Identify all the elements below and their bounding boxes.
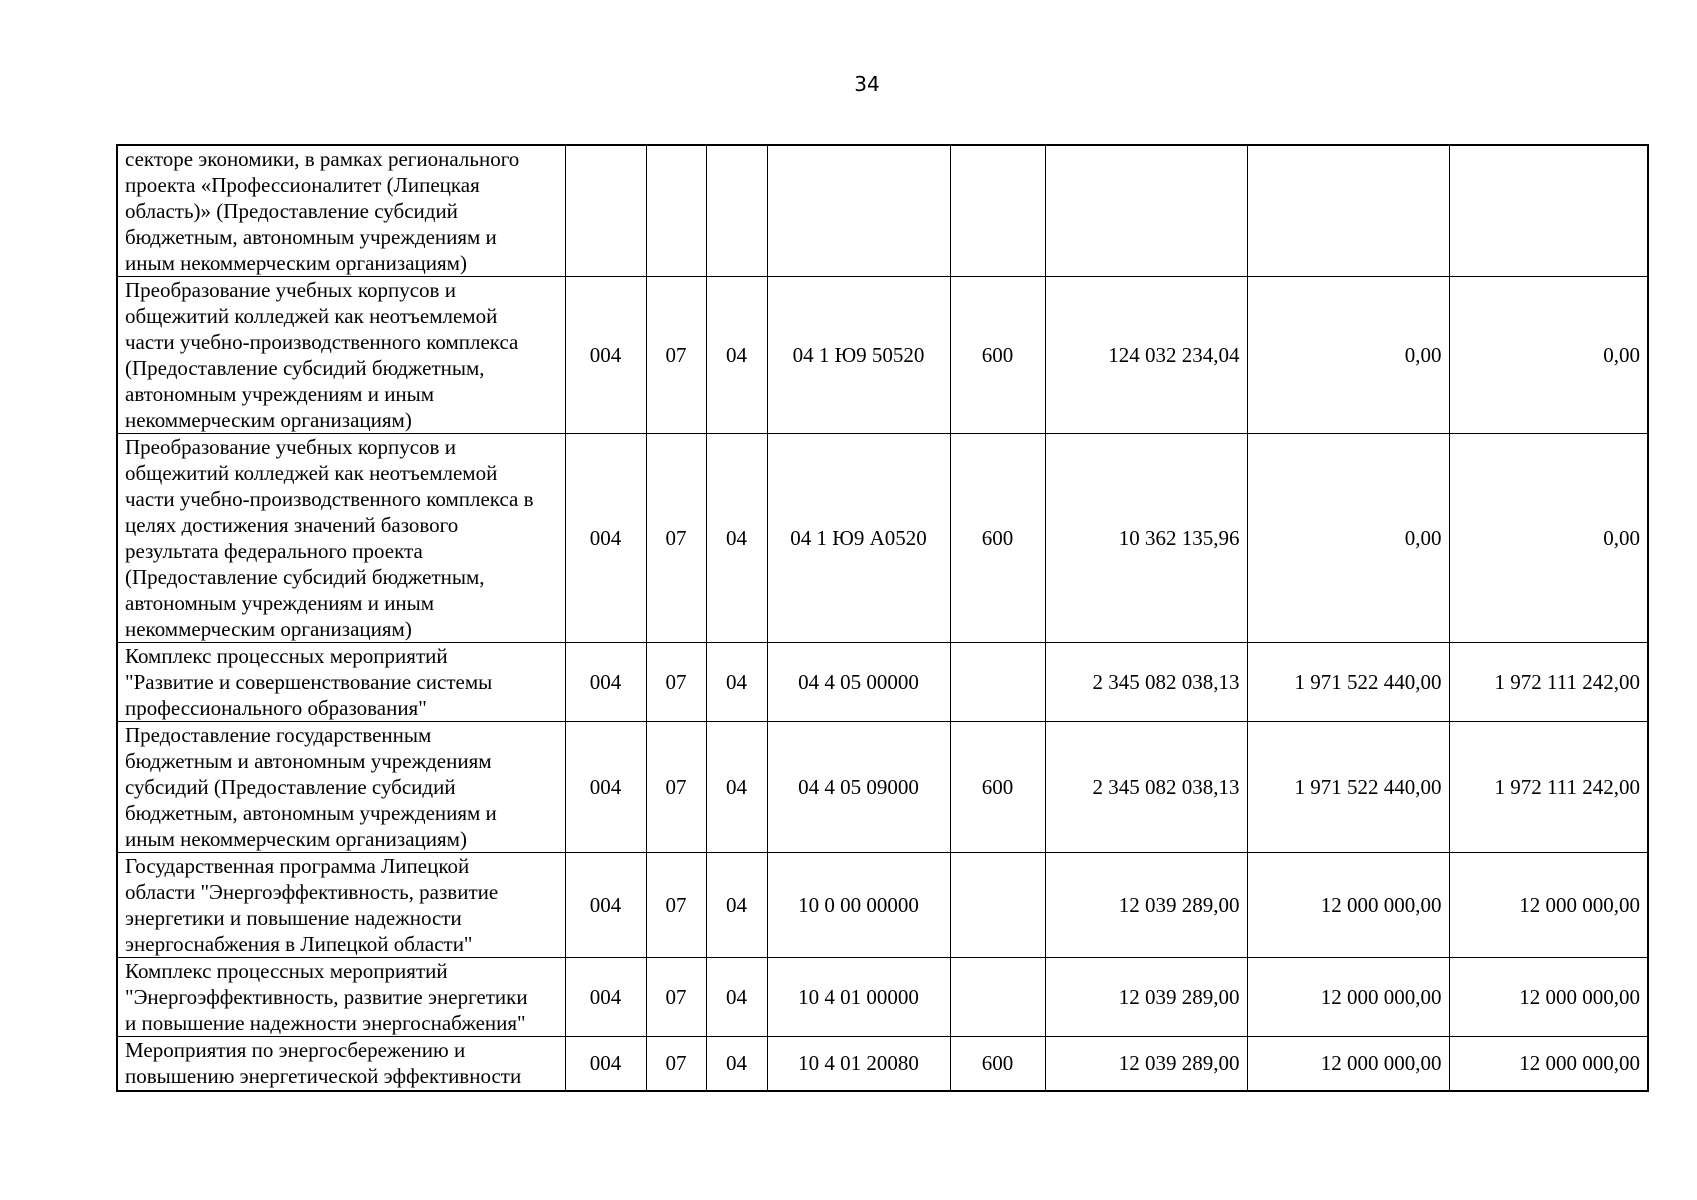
amount-year-3-cell: 1 972 111 242,00 xyxy=(1449,722,1648,853)
section-code-cell: 07 xyxy=(646,277,706,434)
table-row xyxy=(117,277,1648,434)
amount-year-3-cell: 1 972 111 242,00 xyxy=(1449,643,1648,722)
target-code-cell: 10 4 01 20080 xyxy=(767,1037,950,1091)
row-name-cell: Комплекс процессных мероприятий "Развитие и совершенствование системы профессионального образования" xyxy=(117,643,565,722)
amount-year-1-cell: 12 039 289,00 xyxy=(1045,1037,1247,1091)
target-code-cell xyxy=(767,145,950,277)
section-code-cell: 07 xyxy=(646,958,706,1037)
row-name-cell: Государственная программа Липецкой области "Энергоэффективность, развитие энергетики и повышение надежности энергоснабжения в Липецкой области" xyxy=(117,853,565,958)
expense-type-cell: 600 xyxy=(950,1037,1045,1091)
amount-year-1-cell: 10 362 135,96 xyxy=(1045,434,1247,643)
amount-year-3-cell: 12 000 000,00 xyxy=(1449,1037,1648,1091)
table-row xyxy=(117,434,1648,643)
amount-year-2-cell: 0,00 xyxy=(1247,277,1449,434)
expense-type-cell xyxy=(950,853,1045,958)
amount-year-2-cell: 1 971 522 440,00 xyxy=(1247,722,1449,853)
ministry-code-cell: 004 xyxy=(565,722,646,853)
ministry-code-cell: 004 xyxy=(565,643,646,722)
amount-year-2-cell xyxy=(1247,145,1449,277)
subsection-code-cell: 04 xyxy=(706,277,767,434)
amount-year-2-cell: 12 000 000,00 xyxy=(1247,853,1449,958)
amount-year-2-cell: 1 971 522 440,00 xyxy=(1247,643,1449,722)
table-row xyxy=(117,853,1648,958)
subsection-code-cell: 04 xyxy=(706,958,767,1037)
expense-type-cell xyxy=(950,958,1045,1037)
table-row xyxy=(117,1037,1648,1091)
ministry-code-cell: 004 xyxy=(565,277,646,434)
row-name-cell: Комплекс процессных мероприятий "Энергоэффективность, развитие энергетики и повышение надежности энергоснабжения" xyxy=(117,958,565,1037)
amount-year-3-cell: 12 000 000,00 xyxy=(1449,958,1648,1037)
amount-year-2-cell: 12 000 000,00 xyxy=(1247,1037,1449,1091)
section-code-cell: 07 xyxy=(646,722,706,853)
subsection-code-cell: 04 xyxy=(706,853,767,958)
subsection-code-cell: 04 xyxy=(706,434,767,643)
row-name-cell: Предоставление государственным бюджетным и автономным учреждениям субсидий (Предоставление субсидий бюджетным, автономным учреждениям и иным некоммерческим организациям) xyxy=(117,722,565,853)
amount-year-1-cell: 2 345 082 038,13 xyxy=(1045,643,1247,722)
ministry-code-cell: 004 xyxy=(565,853,646,958)
section-code-cell: 07 xyxy=(646,434,706,643)
amount-year-1-cell: 124 032 234,04 xyxy=(1045,277,1247,434)
subsection-code-cell: 04 xyxy=(706,1037,767,1091)
amount-year-2-cell: 0,00 xyxy=(1247,434,1449,643)
amount-year-2-cell: 12 000 000,00 xyxy=(1247,958,1449,1037)
row-name-cell: Мероприятия по энергосбережению и повышению энергетической эффективности xyxy=(117,1037,565,1091)
table-row xyxy=(117,145,1648,277)
expense-type-cell xyxy=(950,643,1045,722)
target-code-cell: 04 4 05 09000 xyxy=(767,722,950,853)
subsection-code-cell: 04 xyxy=(706,643,767,722)
expense-type-cell: 600 xyxy=(950,722,1045,853)
amount-year-3-cell: 12 000 000,00 xyxy=(1449,853,1648,958)
section-code-cell: 07 xyxy=(646,643,706,722)
subsection-code-cell xyxy=(706,145,767,277)
target-code-cell: 04 1 Ю9 50520 xyxy=(767,277,950,434)
amount-year-3-cell: 0,00 xyxy=(1449,277,1648,434)
ministry-code-cell xyxy=(565,145,646,277)
amount-year-1-cell: 12 039 289,00 xyxy=(1045,958,1247,1037)
expense-type-cell: 600 xyxy=(950,277,1045,434)
amount-year-1-cell: 12 039 289,00 xyxy=(1045,853,1247,958)
amount-year-1-cell: 2 345 082 038,13 xyxy=(1045,722,1247,853)
ministry-code-cell: 004 xyxy=(565,958,646,1037)
section-code-cell: 07 xyxy=(646,853,706,958)
target-code-cell: 04 4 05 00000 xyxy=(767,643,950,722)
table-row xyxy=(117,958,1648,1037)
page-number: 34 xyxy=(854,72,880,96)
amount-year-3-cell: 0,00 xyxy=(1449,434,1648,643)
expense-type-cell: 600 xyxy=(950,434,1045,643)
subsection-code-cell: 04 xyxy=(706,722,767,853)
target-code-cell: 10 0 00 00000 xyxy=(767,853,950,958)
amount-year-3-cell xyxy=(1449,145,1648,277)
table-row xyxy=(117,643,1648,722)
expense-type-cell xyxy=(950,145,1045,277)
amount-year-1-cell xyxy=(1045,145,1247,277)
table-row xyxy=(117,722,1648,853)
row-name-cell: Преобразование учебных корпусов и общежитий колледжей как неотъемлемой части учебно-производственного комплекса в целях достижения значений базового результата федерального проекта (Предоставление субсидий бюджетным, автономным учреждениям и иным некоммерческим организациям) xyxy=(117,434,565,643)
row-name-cell: секторе экономики, в рамках регионального проекта «Профессионалитет (Липецкая область)» (Предоставление субсидий бюджетным, автономным учреждениям и иным некоммерческим организациям) xyxy=(117,145,565,277)
section-code-cell xyxy=(646,145,706,277)
target-code-cell: 04 1 Ю9 А0520 xyxy=(767,434,950,643)
target-code-cell: 10 4 01 00000 xyxy=(767,958,950,1037)
ministry-code-cell: 004 xyxy=(565,434,646,643)
ministry-code-cell: 004 xyxy=(565,1037,646,1091)
section-code-cell: 07 xyxy=(646,1037,706,1091)
budget-table xyxy=(116,144,1649,1092)
row-name-cell: Преобразование учебных корпусов и общежитий колледжей как неотъемлемой части учебно-производственного комплекса (Предоставление субсидий бюджетным, автономным учреждениям и иным некоммерческим организациям) xyxy=(117,277,565,434)
